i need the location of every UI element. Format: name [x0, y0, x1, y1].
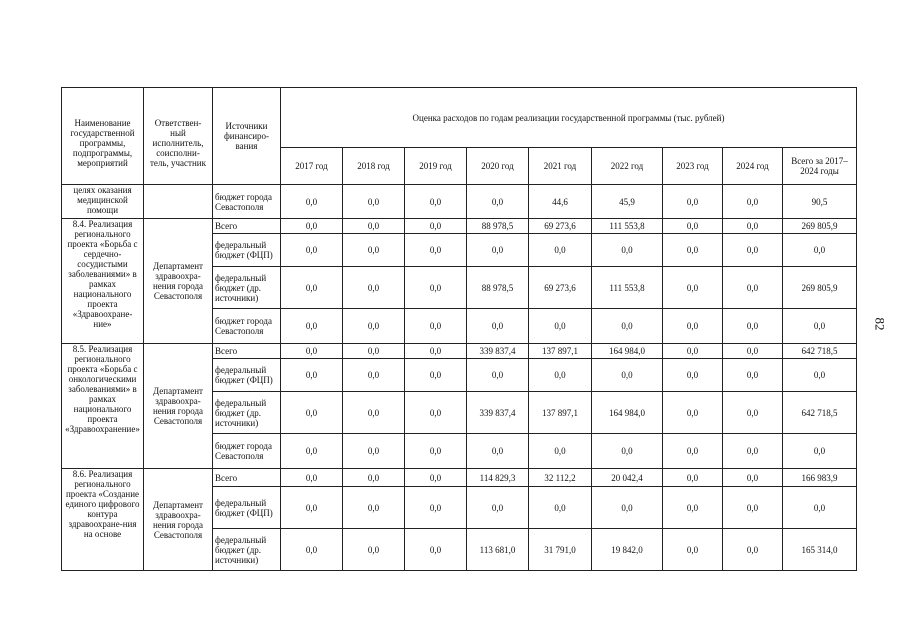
year-value: 69 273,6 [529, 267, 592, 309]
year-value: 0,0 [663, 434, 723, 469]
total-value: 0,0 [783, 234, 857, 267]
year-value: 0,0 [281, 219, 343, 234]
year-value: 0,0 [343, 344, 405, 359]
year-value: 0,0 [592, 309, 663, 344]
year-value: 0,0 [723, 392, 783, 434]
year-value: 45,9 [592, 185, 663, 219]
year-value: 0,0 [405, 267, 467, 309]
year-value: 0,0 [663, 392, 723, 434]
year-value: 111 553,8 [592, 219, 663, 234]
year-value: 164 984,0 [592, 392, 663, 434]
year-value: 0,0 [281, 529, 343, 571]
year-value: 0,0 [405, 392, 467, 434]
year-value: 0,0 [663, 267, 723, 309]
year-value: 0,0 [281, 434, 343, 469]
year-value: 0,0 [723, 434, 783, 469]
year-value: 0,0 [405, 469, 467, 487]
funding-source: федеральный бюджет (ФЦП) [213, 234, 281, 267]
year-value: 19 842,0 [592, 529, 663, 571]
funding-source: федеральный бюджет (ФЦП) [213, 487, 281, 529]
header-name: Наименование государственной программы, подпрограммы, мероприятий [62, 88, 144, 185]
table-row [62, 344, 857, 359]
total-value: 166 983,9 [783, 469, 857, 487]
year-value: 0,0 [343, 487, 405, 529]
year-value: 0,0 [723, 185, 783, 219]
year-header: 2018 год [343, 148, 405, 185]
funding-source: бюджет города Севастополя [213, 309, 281, 344]
year-value: 0,0 [343, 309, 405, 344]
measure-name: целях оказания медицинской помощи [62, 185, 144, 219]
year-value: 0,0 [663, 344, 723, 359]
year-value: 0,0 [663, 359, 723, 392]
total-value: 269 805,9 [783, 219, 857, 234]
year-value: 0,0 [405, 219, 467, 234]
year-value: 0,0 [663, 309, 723, 344]
year-header: 2019 год [405, 148, 467, 185]
total-value: 269 805,9 [783, 267, 857, 309]
funding-source: Всего [213, 469, 281, 487]
funding-source: федеральный бюджет (др. источники) [213, 267, 281, 309]
year-value: 0,0 [405, 344, 467, 359]
year-value: 0,0 [723, 529, 783, 571]
year-value: 0,0 [723, 359, 783, 392]
year-value: 0,0 [343, 434, 405, 469]
responsible-executor [144, 185, 213, 219]
year-value: 114 829,3 [467, 469, 529, 487]
year-value: 44,6 [529, 185, 592, 219]
year-value: 0,0 [592, 487, 663, 529]
year-value: 0,0 [343, 392, 405, 434]
year-value: 137 897,1 [529, 344, 592, 359]
year-value: 0,0 [529, 234, 592, 267]
year-value: 0,0 [723, 234, 783, 267]
header-estimate: Оценка расходов по годам реализации государственной программы (тыс. рублей) [281, 88, 857, 148]
year-value: 0,0 [281, 487, 343, 529]
year-value: 0,0 [467, 434, 529, 469]
table-row [62, 469, 857, 487]
year-value: 0,0 [343, 234, 405, 267]
year-value: 88 978,5 [467, 219, 529, 234]
year-value: 137 897,1 [529, 392, 592, 434]
year-value: 0,0 [592, 434, 663, 469]
year-header: 2023 год [663, 148, 723, 185]
funding-source: Всего [213, 344, 281, 359]
year-value: 0,0 [723, 344, 783, 359]
total-value: 0,0 [783, 434, 857, 469]
year-header: 2017 год [281, 148, 343, 185]
year-value: 0,0 [467, 234, 529, 267]
header-responsible: Ответствен- ный исполнитель, соисполни- тель, участник [144, 88, 213, 185]
year-header: 2024 год [723, 148, 783, 185]
funding-source: федеральный бюджет (др. источники) [213, 529, 281, 571]
year-value: 0,0 [663, 219, 723, 234]
budget-table [61, 87, 857, 571]
year-header-total: Всего за 2017–2024 годы [783, 148, 857, 185]
total-value: 642 718,5 [783, 344, 857, 359]
year-value: 0,0 [405, 309, 467, 344]
responsible-executor: Департамент здравоохра-нения города Севастополя [144, 469, 213, 571]
year-value: 111 553,8 [592, 267, 663, 309]
year-value: 0,0 [343, 469, 405, 487]
year-value: 0,0 [467, 185, 529, 219]
header-sources: Источники финансиро- вания [213, 88, 281, 185]
year-value: 0,0 [343, 359, 405, 392]
funding-source: федеральный бюджет (др. источники) [213, 392, 281, 434]
year-header: 2020 год [467, 148, 529, 185]
year-value: 32 112,2 [529, 469, 592, 487]
year-value: 0,0 [529, 487, 592, 529]
year-value: 0,0 [281, 392, 343, 434]
total-value: 642 718,5 [783, 392, 857, 434]
year-value: 69 273,6 [529, 219, 592, 234]
year-value: 0,0 [663, 487, 723, 529]
year-header: 2021 год [529, 148, 592, 185]
year-value: 0,0 [281, 359, 343, 392]
year-value: 0,0 [405, 234, 467, 267]
year-value: 0,0 [592, 359, 663, 392]
total-value: 0,0 [783, 487, 857, 529]
year-value: 0,0 [723, 309, 783, 344]
table-row [62, 185, 857, 219]
funding-source: бюджет города Севастополя [213, 434, 281, 469]
total-value: 165 314,0 [783, 529, 857, 571]
year-value: 164 984,0 [592, 344, 663, 359]
year-value: 0,0 [405, 487, 467, 529]
funding-source: бюджет города Севастополя [213, 185, 281, 219]
year-value: 0,0 [529, 434, 592, 469]
year-value: 0,0 [281, 344, 343, 359]
year-value: 0,0 [405, 359, 467, 392]
year-value: 0,0 [467, 359, 529, 392]
funding-source: Всего [213, 219, 281, 234]
year-value: 0,0 [467, 309, 529, 344]
year-value: 0,0 [281, 309, 343, 344]
measure-name: 8.4. Реализация регионального проекта «Борьба с сердечно-сосудистыми заболеваниями» в рамках национального проекта «Здравоохране-ние» [62, 219, 144, 344]
year-value: 0,0 [723, 267, 783, 309]
year-value: 0,0 [343, 185, 405, 219]
responsible-executor: Департамент здравоохра-нения города Севастополя [144, 219, 213, 344]
year-value: 0,0 [723, 219, 783, 234]
year-value: 0,0 [281, 469, 343, 487]
year-value: 0,0 [663, 529, 723, 571]
total-value: 0,0 [783, 359, 857, 392]
year-value: 0,0 [281, 185, 343, 219]
year-value: 0,0 [592, 234, 663, 267]
year-value: 0,0 [663, 469, 723, 487]
year-value: 0,0 [529, 359, 592, 392]
year-value: 20 042,4 [592, 469, 663, 487]
measure-name: 8.6. Реализация регионального проекта «Создание единого цифрового контура здравоохране-ния на основе [62, 469, 144, 571]
responsible-executor: Департамент здравоохра-нения города Севастополя [144, 344, 213, 469]
year-value: 0,0 [343, 219, 405, 234]
year-value: 88 978,5 [467, 267, 529, 309]
table-row [62, 219, 857, 234]
year-value: 0,0 [663, 185, 723, 219]
year-value: 0,0 [467, 487, 529, 529]
year-value: 0,0 [281, 234, 343, 267]
year-value: 31 791,0 [529, 529, 592, 571]
page-number: 82 [872, 317, 888, 331]
year-value: 0,0 [343, 267, 405, 309]
year-value: 0,0 [723, 469, 783, 487]
funding-source: федеральный бюджет (ФЦП) [213, 359, 281, 392]
measure-name: 8.5. Реализация регионального проекта «Борьба с онкологическими заболеваниями» в рамках национального проекта «Здравоохранение» [62, 344, 144, 469]
year-value: 0,0 [405, 434, 467, 469]
year-value: 0,0 [663, 234, 723, 267]
year-value: 0,0 [281, 267, 343, 309]
year-value: 113 681,0 [467, 529, 529, 571]
year-value: 339 837,4 [467, 344, 529, 359]
year-header: 2022 год [592, 148, 663, 185]
year-value: 339 837,4 [467, 392, 529, 434]
year-value: 0,0 [529, 309, 592, 344]
total-value: 90,5 [783, 185, 857, 219]
year-value: 0,0 [405, 529, 467, 571]
year-value: 0,0 [405, 185, 467, 219]
year-value: 0,0 [723, 487, 783, 529]
total-value: 0,0 [783, 309, 857, 344]
year-value: 0,0 [343, 529, 405, 571]
